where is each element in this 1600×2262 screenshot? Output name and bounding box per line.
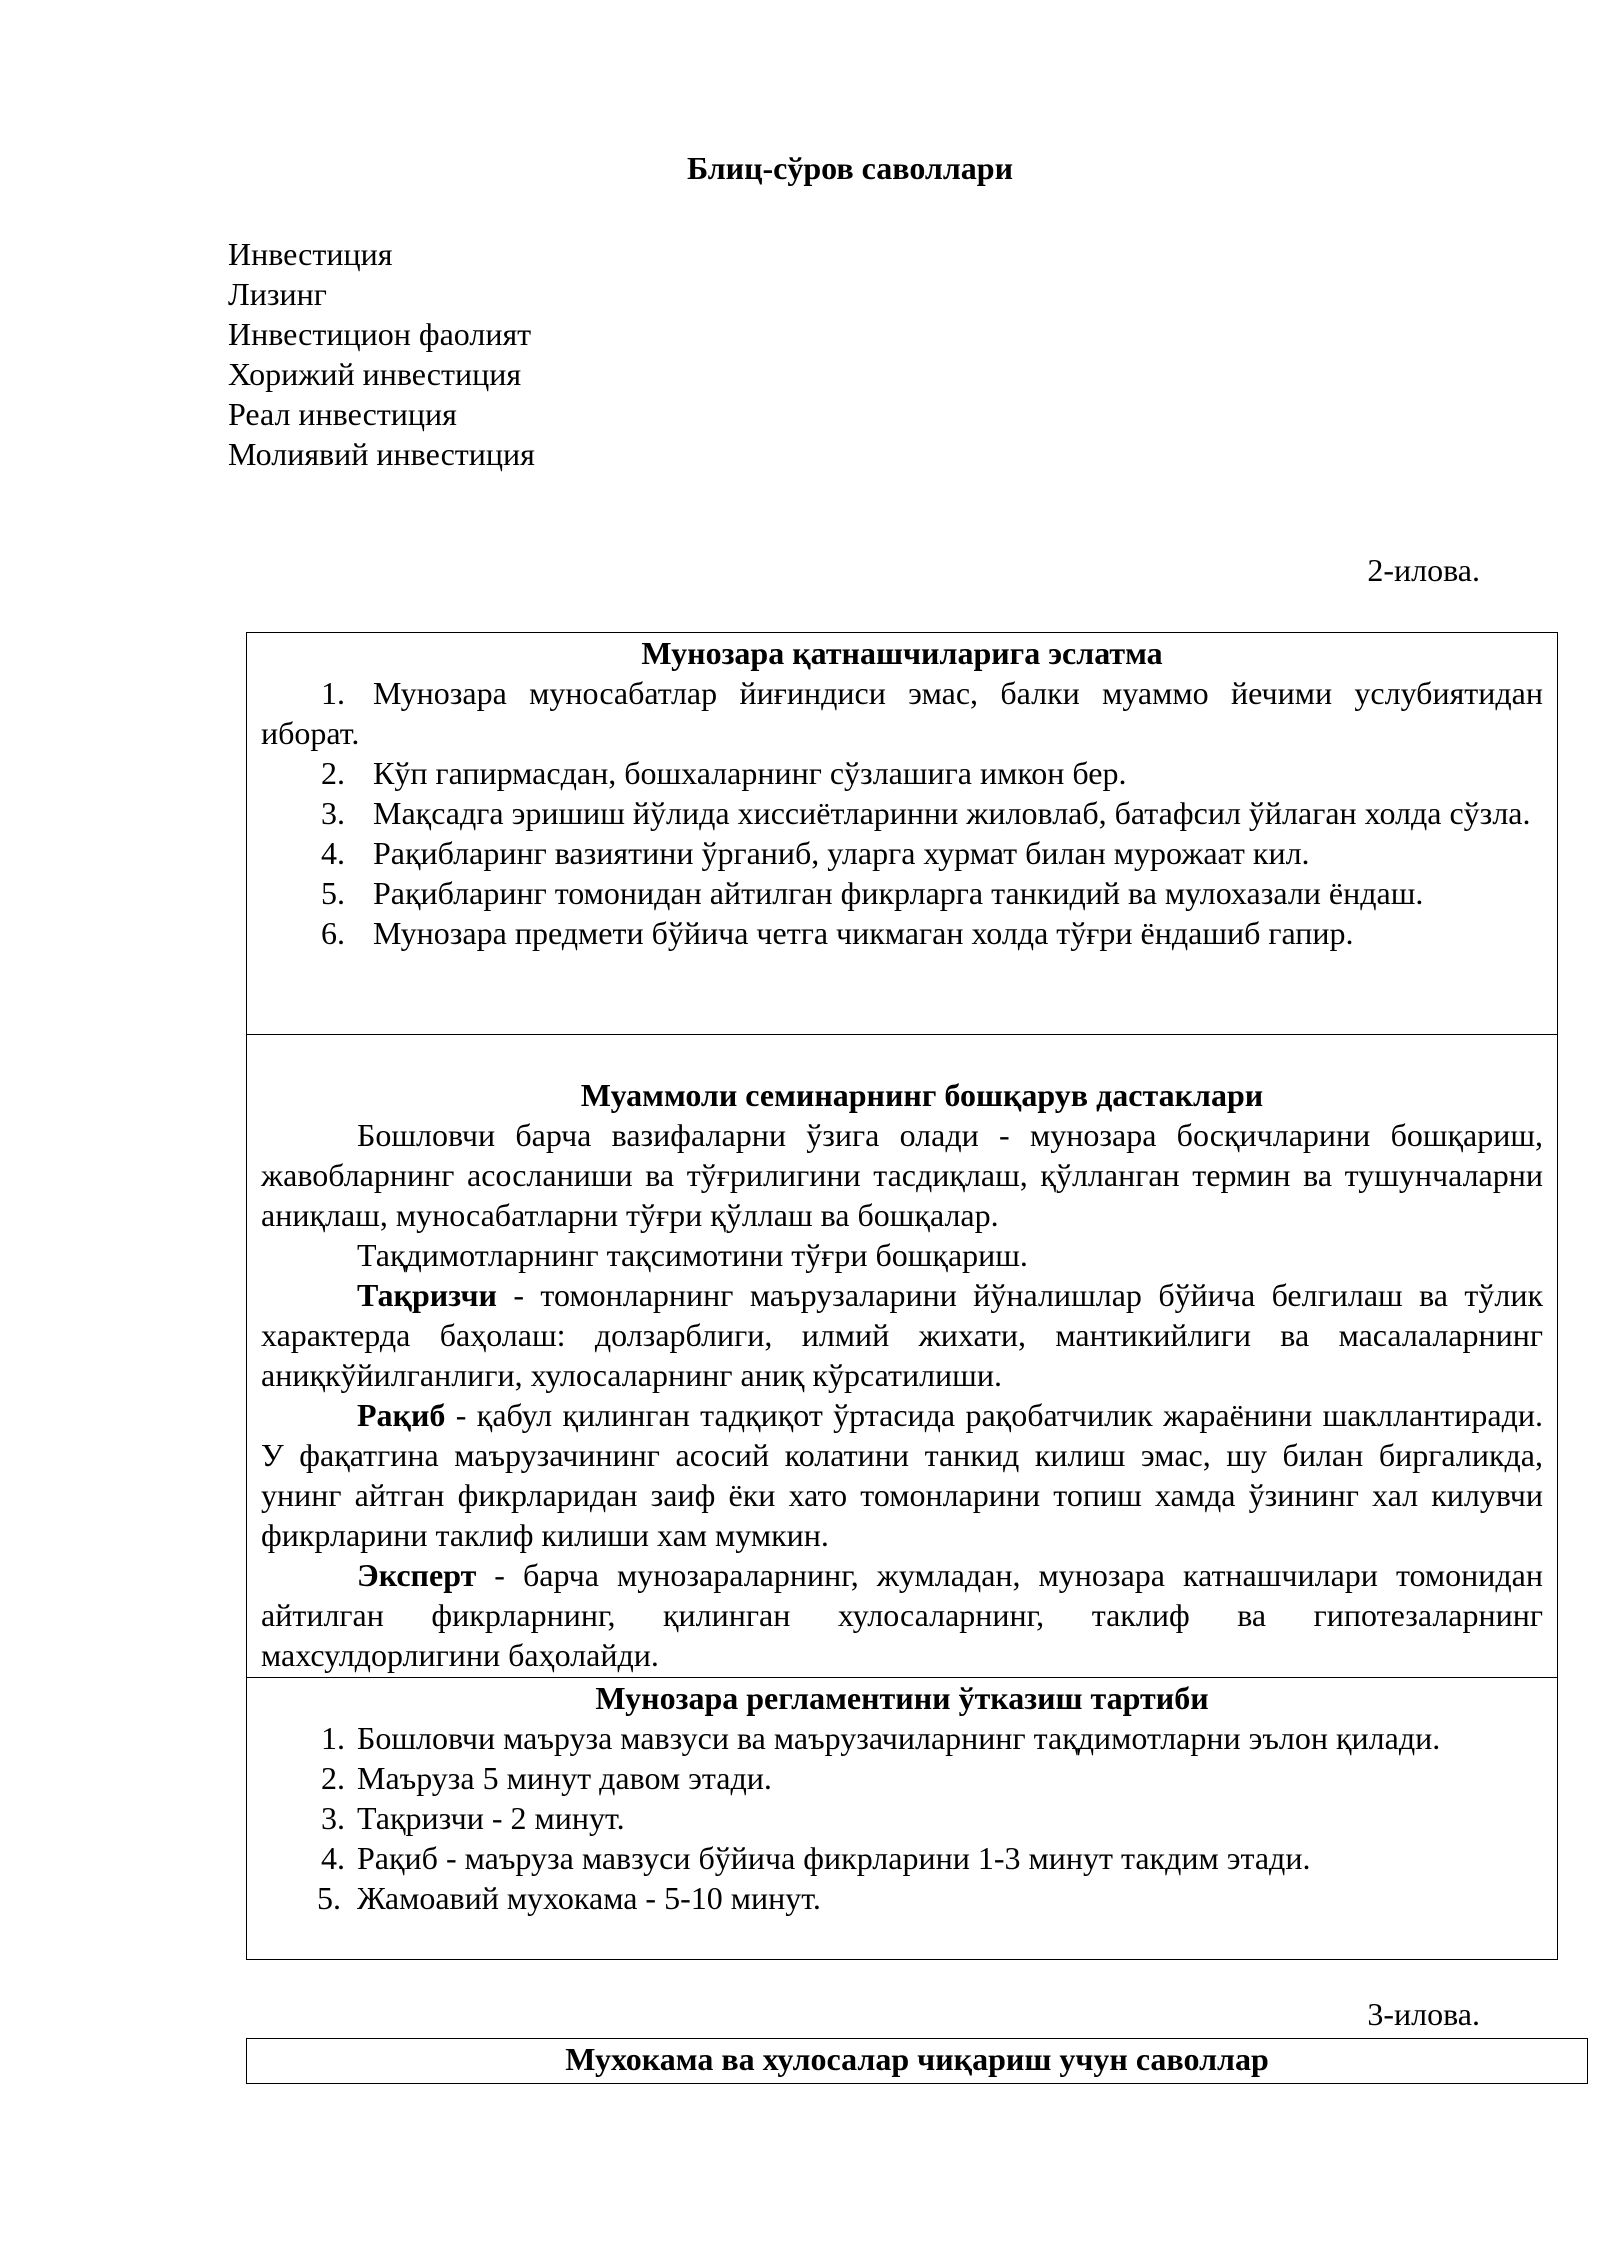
levers-paragraph: Эксперт - барча мунозараларнинг, жумладан, мунозара катнашчилари томонидан айтилган фикрларнинг, қилинган хулосаларнинг, таклиф ва гипотезаларнинг махсулдорлигини баҳолайди. <box>261 1557 1543 1673</box>
procedure-item: 2. Маъруза 5 минут давом этади. <box>321 1760 772 1796</box>
procedure-item: 3. Тақризчи - 2 минут. <box>321 1800 625 1836</box>
memo-item: 3. Мақсадга эришиш йўлида хиссиётларинни жиловлаб, батафсил ўйлаган холда сўзла. <box>321 795 1531 831</box>
list-item: Инвестицион фаолият <box>228 316 532 352</box>
list-item: Хорижий инвестиция <box>228 356 522 392</box>
procedure-heading: Мунозара регламентини ўтказиш тартиби <box>595 1680 1209 1716</box>
list-item: Инвестиция <box>228 236 393 272</box>
levers-paragraph: Бошловчи барча вазифаларни ўзига олади - мунозара босқичларини бошқариш, жавобларнинг асосланиши ва тўғрилигини тасдиқлаш, қўлланган термин ва тушунчаларни аниқлаш, муносабатларни тўғри қўллаш ва бошқалар. <box>261 1117 1543 1233</box>
procedure-item: 5. Жамоавий мухокама - 5-10 минут. <box>317 1880 821 1916</box>
appendix-3-label: 3-илова. <box>1367 1996 1480 2032</box>
term-opponent: Рақиб <box>357 1397 446 1433</box>
memo-item: 2. Кўп гапирмасдан, бошхаларнинг сўзлашига имкон бер. <box>321 755 1127 791</box>
term-expert: Эксперт <box>357 1557 477 1593</box>
memo-item: 4. Рақибларинг вазиятини ўрганиб, уларга хурмат билан мурожаат кил. <box>321 835 1310 871</box>
discussion-box <box>246 2038 1588 2084</box>
page-title: Блиц-сўров саволлари <box>686 150 1014 186</box>
memo-item: 6. Мунозара предмети бўйича четга чикмаган холда тўғри ёндашиб гапир. <box>321 915 1354 951</box>
list-item: Реал инвестиция <box>228 396 457 432</box>
levers-box <box>246 1034 1558 1678</box>
memo-box <box>246 632 1558 1035</box>
memo-heading: Мунозара қатнашчиларига эслатма <box>641 635 1163 671</box>
memo-item: 1. Мунозара муносабатлар йиғиндиси эмас, балки муаммо йечими услубиятидан иборат. <box>261 675 1543 751</box>
discussion-heading: Мухокама ва хулосалар чиқариш учун саволлар <box>565 2041 1269 2077</box>
appendix-2-label: 2-илова. <box>1367 552 1480 588</box>
procedure-item: 1. Бошловчи маъруза мавзуси ва маърузачиларнинг тақдимотларни эълон қилади. <box>321 1720 1441 1756</box>
levers-paragraph: Тақризчи - томонларнинг маърузаларини йўналишлар бўйича белгилаш ва тўлик характерда баҳолаш: долзарблиги, илмий жихати, мантикийлиги ва масалаларнинг аниқкўйилганлиги, хулосаларнинг аниқ кўрсатилиши. <box>261 1277 1543 1393</box>
levers-paragraph: Тақдимотларнинг тақсимотини тўғри бошқариш. <box>357 1237 1028 1273</box>
procedure-box <box>246 1677 1558 1960</box>
term-reviewer: Тақризчи <box>357 1277 497 1313</box>
memo-item: 5. Рақибларинг томонидан айтилган фикрларга танкидий ва мулохазали ёндаш. <box>321 875 1424 911</box>
list-item: Молиявий инвестиция <box>228 436 535 472</box>
procedure-item: 4. Рақиб - маъруза мавзуси бўйича фикрларини 1-3 минут такдим этади. <box>321 1840 1311 1876</box>
levers-heading: Муаммоли семинарнинг бошқарув дастаклари <box>580 1077 1264 1113</box>
blitz-question-list <box>228 234 535 474</box>
levers-paragraph: Рақиб - қабул қилинган тадқиқот ўртасида рақобатчилик жараёнини шакллантиради. У фақатгина маърузачининг асосий колатини танкид килиш эмас, шу билан биргаликда, унинг айтган фикрларидан заиф ёки хато томонларини топиш хамда ўзининг хал килувчи фикрларини таклиф килиши хам мумкин. <box>261 1397 1543 1553</box>
list-item: Лизинг <box>228 276 327 312</box>
